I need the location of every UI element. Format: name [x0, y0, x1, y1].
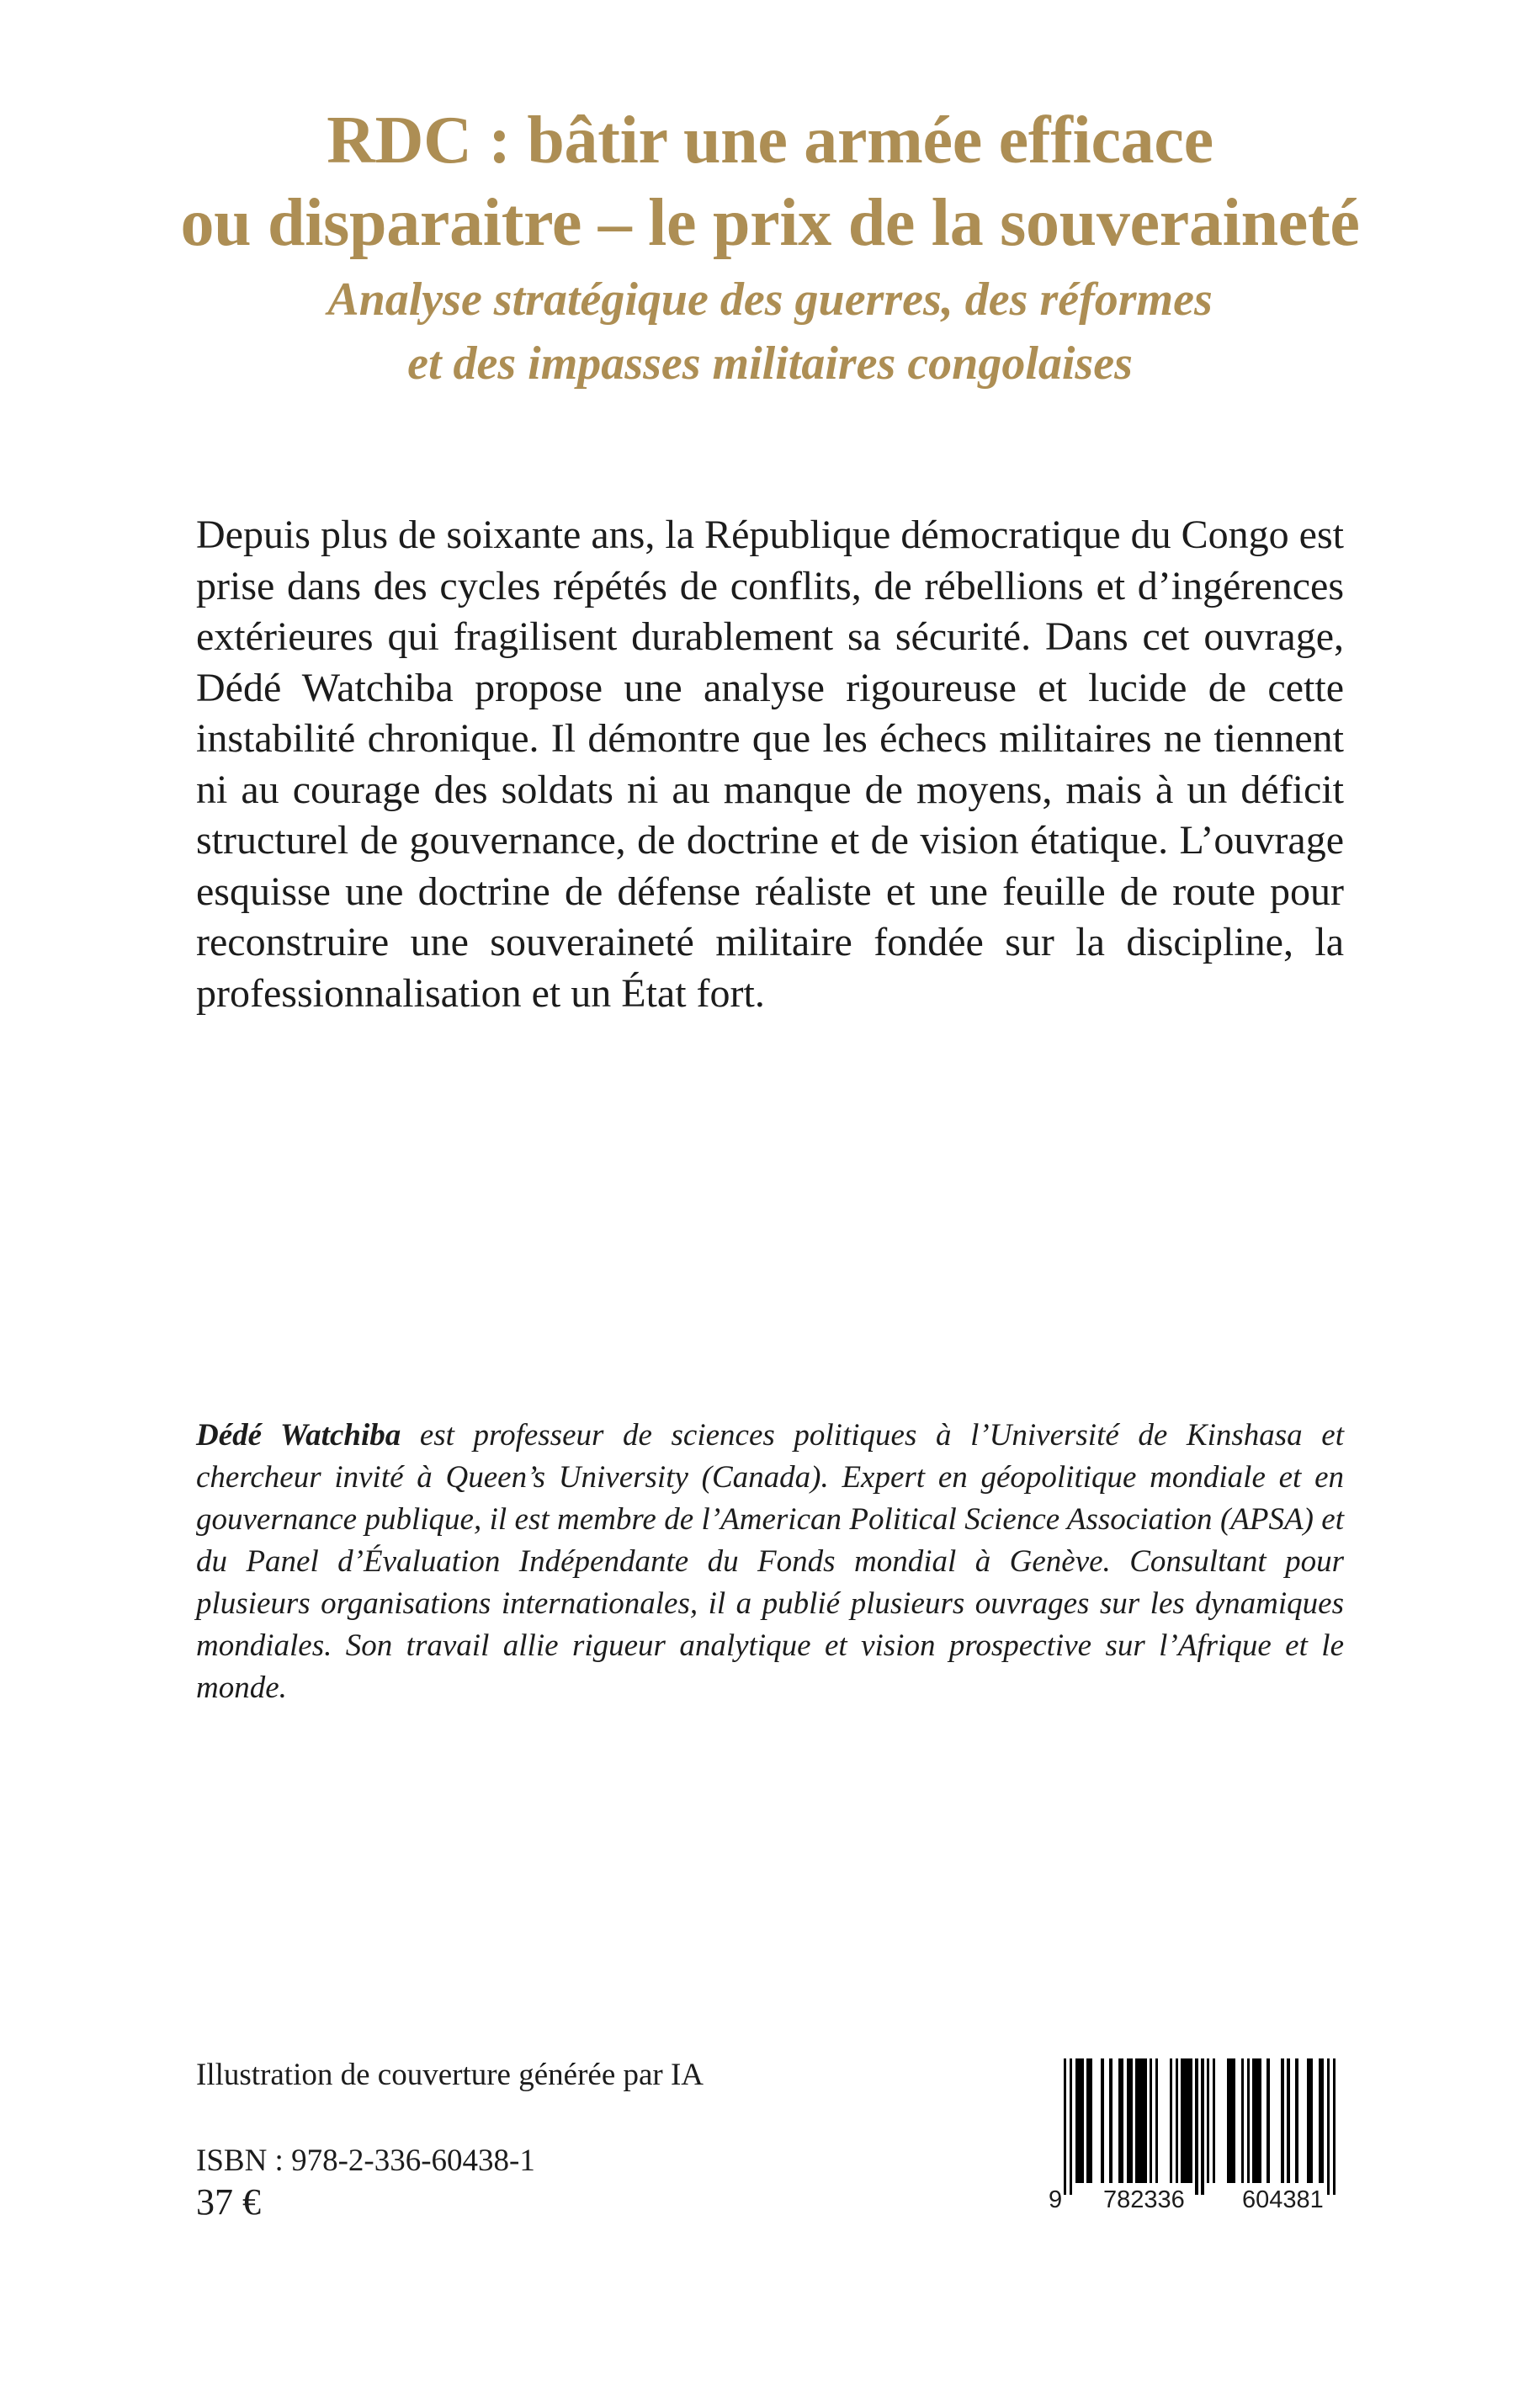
isbn: ISBN : 978-2-336-60438-1 [196, 2143, 535, 2178]
barcode-bar [1070, 2058, 1072, 2195]
barcode-left-group: 782336 [1103, 2186, 1185, 2213]
barcode-bar [1333, 2058, 1336, 2195]
barcode-bar [1227, 2058, 1235, 2183]
synopsis-paragraph: Depuis plus de soixante ans, la République démocratique du Congo est prise dans des cycles répétés de conflits, de rébellions et d’ingérences extérieures qui fragilisent durablement sa sécurité. Dans cet ouvrage, Dédé Watchiba propose une analyse rigoureuse et lucide de cette instabilité chronique. Il démontre que les échecs militaires ne tiennent ni au courage des soldats ni au manque de moyens, mais à un déficit structurel de gouvernance, de doctrine et de vision étatique. L’ouvrage esquisse une doctrine de défense réaliste et une feuille de route pour reconstruire une souveraineté militaire fondée sur la discipline, la professionnalisation et un État fort. [196, 513, 1344, 1016]
barcode-bar [1201, 2058, 1203, 2195]
barcode-digits [1049, 2186, 1347, 2220]
barcode-bar [1207, 2058, 1209, 2183]
barcode-bar [1267, 2058, 1269, 2183]
title-block [0, 99, 1540, 396]
barcode-bar [1127, 2058, 1133, 2183]
barcode-bar [1118, 2058, 1124, 2183]
barcode-bar [1327, 2058, 1330, 2195]
barcode-bar [1295, 2058, 1298, 2183]
barcode-bar [1247, 2058, 1250, 2183]
barcode-bar [1176, 2058, 1178, 2183]
barcode-bar [1135, 2058, 1147, 2183]
barcode-bar [1241, 2058, 1244, 2183]
barcode-bar [1307, 2058, 1313, 2183]
barcode-bar [1086, 2058, 1092, 2183]
author-name: Dédé Watchiba [196, 1418, 401, 1453]
author-bio-text: est professeur de sciences politiques à l’Université de Kinshasa et chercheur invité à Queen’s University (Canada). Expert en géopolitique mondiale et en gouvernance publique, il est membre de l’American Political Science Association (APSA) et du Panel d’Évaluation Indépendante du Fonds mondial à Genève. Consultant pour plusieurs organisations internationales, il a publié plusieurs ouvrages sur les dynamiques mondiales. Son travail allie rigueur analytique et vision prospective sur l’Afrique et le monde. [196, 1418, 1344, 1705]
cover-illustration-credit: Illustration de couverture générée par IA [196, 2058, 704, 2092]
barcode-bar [1252, 2058, 1261, 2183]
author-bio [196, 1415, 1344, 1709]
barcode-bar [1181, 2058, 1192, 2183]
barcode-lead-digit: 9 [1049, 2186, 1063, 2213]
price: 37 € [196, 2181, 261, 2223]
barcode-bar [1213, 2058, 1215, 2183]
barcode-bar [1155, 2058, 1158, 2183]
barcode-bar [1170, 2058, 1172, 2183]
book-title-line-1: RDC : bâtir une armée efficace [327, 104, 1213, 178]
barcode-bar [1101, 2058, 1103, 2183]
book-subtitle-line-1: Analyse stratégique des guerres, des réformes [327, 274, 1213, 326]
barcode-bar [1195, 2058, 1197, 2195]
isbn-barcode [1049, 2058, 1347, 2227]
barcode-bar [1287, 2058, 1289, 2183]
barcode-bar [1319, 2058, 1325, 2183]
barcode-bar [1064, 2058, 1066, 2195]
barcode-bar [1150, 2058, 1152, 2183]
book-subtitle-line-2: et des impasses militaires congolaises [407, 337, 1133, 390]
barcode-right-group: 604381 [1242, 2186, 1324, 2213]
barcode-bar [1281, 2058, 1283, 2183]
book-title-line-2: ou disparaitre – le prix de la souveraineté [180, 186, 1360, 260]
barcode-bar [1109, 2058, 1112, 2183]
book-subtitle [0, 268, 1540, 396]
barcode-bar [1075, 2058, 1084, 2183]
